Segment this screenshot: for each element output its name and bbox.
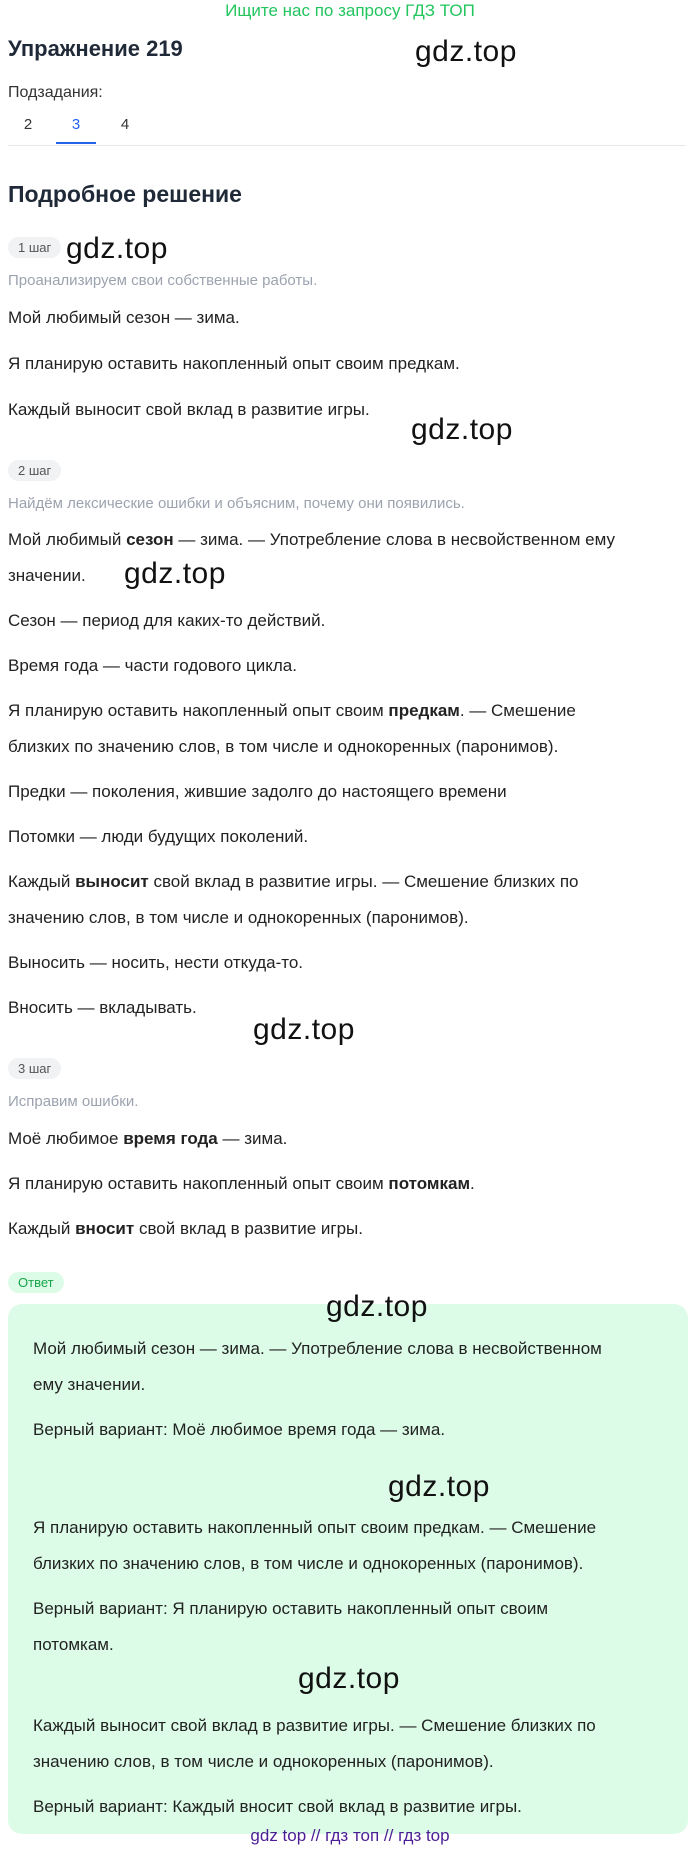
active-tab-indicator xyxy=(56,142,96,144)
step-2-hint: Найдём лексические ошибки и объясним, почему они появились. xyxy=(8,495,465,512)
step-2-badge: 2 шаг xyxy=(8,460,61,481)
step-3-hint: Исправим ошибки. xyxy=(8,1093,139,1110)
answer-line: Верный вариант: Я планирую оставить накопленный опыт своим xyxy=(33,1599,549,1618)
answer-line: ему значении. xyxy=(33,1375,146,1394)
watermark: gdz.top xyxy=(66,232,168,265)
watermark: gdz.top xyxy=(124,557,226,590)
step-2-paragraph-cont: близких по значению слов, в том числе и однокоренных (паронимов). xyxy=(8,737,559,756)
answer-line: Верный вариант: Моё любимое время года — зима. xyxy=(33,1420,446,1439)
subtask-tab-2[interactable]: 2 xyxy=(23,116,33,133)
step-2-paragraph: Предки — поколения, жившие задолго до настоящего времени xyxy=(8,782,507,801)
step-2-paragraph: Каждый выносит свой вклад в развитие игры. — Смешение близких по xyxy=(8,872,579,891)
watermark: gdz.top xyxy=(415,35,517,68)
step-1-hint: Проанализируем свои собственные работы. xyxy=(8,272,318,289)
step-2-paragraph: Потомки — люди будущих поколений. xyxy=(8,827,309,846)
answer-line: близких по значению слов, в том числе и однокоренных (паронимов). xyxy=(33,1554,584,1573)
step-2-paragraph-cont: значении. xyxy=(8,566,86,585)
watermark: gdz.top xyxy=(326,1290,428,1323)
subtasks-label: Подзадания: xyxy=(8,84,103,101)
step-3-line: Я планирую оставить накопленный опыт своим потомкам. xyxy=(8,1174,475,1193)
step-2-paragraph: Вносить — вкладывать. xyxy=(8,998,197,1017)
step-2-paragraph: Выносить — носить, нести откуда-то. xyxy=(8,953,304,972)
watermark: gdz.top xyxy=(253,1013,355,1046)
answer-line: Верный вариант: Каждый вносит свой вклад в развитие игры. xyxy=(33,1797,522,1816)
answer-line: потомкам. xyxy=(33,1635,114,1654)
section-title: Подробное решение xyxy=(8,181,242,207)
step-3-badge: 3 шаг xyxy=(8,1058,61,1079)
watermark: gdz.top xyxy=(388,1470,490,1503)
step-2-paragraph: Мой любимый сезон — зима. — Употребление слова в несвойственном ему xyxy=(8,530,615,549)
page-title: Упражнение 219 xyxy=(8,36,183,61)
step-1-badge: 1 шаг xyxy=(8,237,61,258)
step-2-paragraph: Сезон — период для каких-то действий. xyxy=(8,611,326,630)
promo-banner[interactable]: Ищите нас по запросу ГДЗ ТОП xyxy=(225,1,475,20)
step-2-paragraph: Я планирую оставить накопленный опыт своим предкам. — Смешение xyxy=(8,701,576,720)
answer-line: Я планирую оставить накопленный опыт своим предкам. — Смешение xyxy=(33,1518,597,1537)
answer-line: Каждый выносит свой вклад в развитие игры. — Смешение близких по xyxy=(33,1716,596,1735)
watermark: gdz.top xyxy=(411,413,513,446)
answer-line: Мой любимый сезон — зима. — Употребление слова в несвойственном xyxy=(33,1339,602,1358)
step-1-line: Каждый выносит свой вклад в развитие игры. xyxy=(8,400,370,419)
step-3-line: Каждый вносит свой вклад в развитие игры. xyxy=(8,1219,363,1238)
step-3-line: Моё любимое время года — зима. xyxy=(8,1129,288,1148)
step-2-paragraph-cont: значению слов, в том числе и однокоренных (паронимов). xyxy=(8,908,469,927)
step-2-paragraph: Время года — части годового цикла. xyxy=(8,656,297,675)
answer-badge: Ответ xyxy=(8,1272,64,1293)
subtask-tab-3[interactable]: 3 xyxy=(71,116,81,133)
step-1-line: Я планирую оставить накопленный опыт своим предкам. xyxy=(8,354,460,373)
answer-line: значению слов, в том числе и однокоренных (паронимов). xyxy=(33,1752,494,1771)
subtask-tab-4[interactable]: 4 xyxy=(120,116,130,133)
divider xyxy=(8,145,686,146)
watermark: gdz.top xyxy=(298,1662,400,1695)
footer-links[interactable]: gdz top // гдз топ // гдз top xyxy=(250,1826,450,1845)
step-1-line: Мой любимый сезон — зима. xyxy=(8,308,240,327)
